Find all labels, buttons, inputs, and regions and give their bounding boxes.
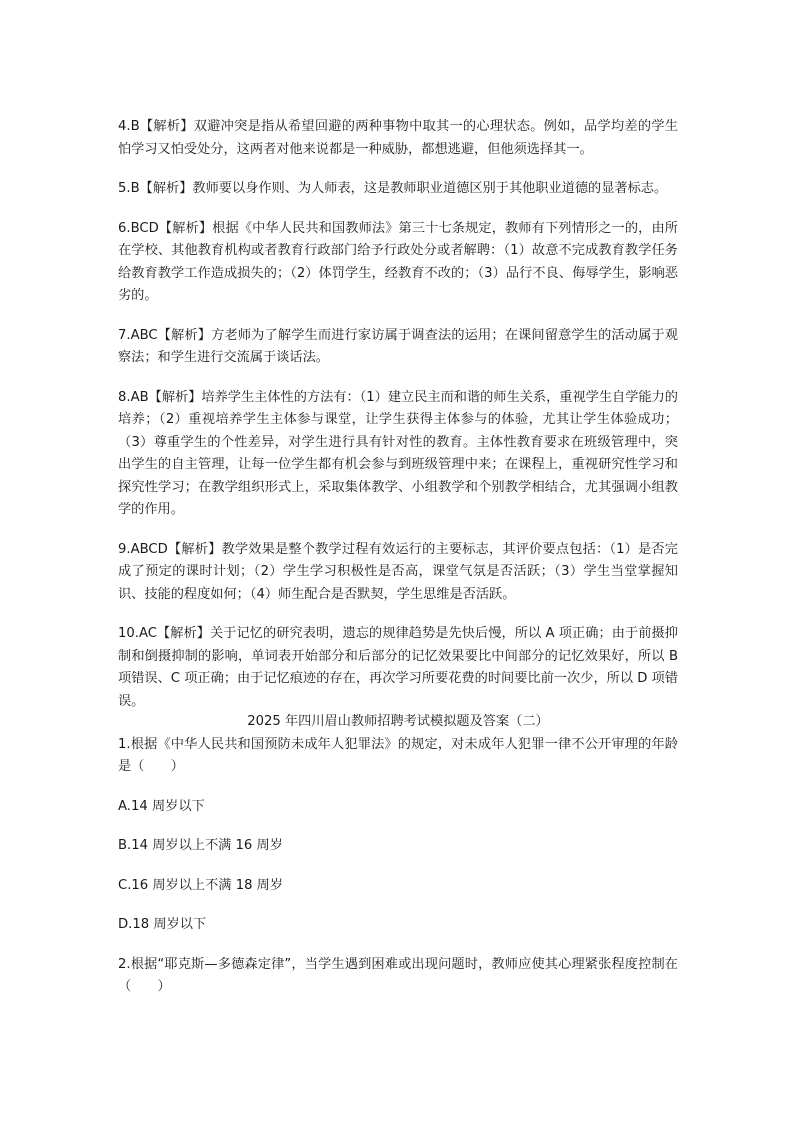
- answer-10-explanation: 10.AC【解析】关于记忆的研究表明，遗忘的规律趋势是先快后慢，所以 A 项正确；由于前摄抑制和倒摄抑制的影响，单词表开始部分和后部分的记忆效果要比中间部分的记忆效果好，所以 B 项错误、C 项正确；由于记忆痕迹的存在，再次学习所要花费的时间要比前一次少，所以 D 项错误。: [118, 626, 678, 709]
- question-1-option-a: A.14 周岁以下: [118, 798, 205, 814]
- section-title: 2025 年四川眉山教师招聘考试模拟题及答案（二）: [247, 714, 549, 729]
- question-2-stem: 2.根据“耶克斯—多德森定律”，当学生遇到困难或出现问题时，教师应使其心理紧张程度控制在（ ）: [118, 956, 678, 994]
- answer-7-explanation: 7.ABC【解析】方老师为了解学生而进行家访属于调查法的运用；在课间留意学生的活动属于观察法；和学生进行交流属于谈话法。: [118, 327, 678, 365]
- answer-5-explanation: 5.B【解析】教师要以身作则、为人师表，这是教师职业道德区别于其他职业道德的显著标志。: [118, 181, 668, 196]
- answer-6-explanation: 6.BCD【解析】根据《中华人民共和国教师法》第三十七条规定，教师有下列情形之一的，由所在学校、其他教育机构或者教育行政部门给予行政处分或者解聘：（1）故意不完成教育教学任务给教育教学工作造成损失的；（2）体罚学生，经教育不改的；（3）品行不良、侮辱学生，影响恶劣的。: [118, 220, 678, 303]
- answer-9-explanation: 9.ABCD【解析】教学效果是整个教学过程有效运行的主要标志，其评价要点包括：（1）是否完成了预定的课时计划；（2）学生学习积极性是否高，课堂气氛是否活跃；（3）学生当堂掌握知识、技能的程度如何；（4）师生配合是否默契，学生思维是否活跃。: [118, 541, 678, 602]
- answer-8-explanation: 8.AB【解析】培养学生主体性的方法有：（1）建立民主而和谐的师生关系，重视学生自学能力的培养；（2）重视培养学生主体参与课堂，让学生获得主体参与的体验，尤其让学生体验成功；（3）尊重学生的个性差异，对学生进行具有针对性的教育。主体性教育要求在班级管理中，突出学生的自主管理，让每一位学生都有机会参与到班级管理中来；在课程上，重视研究性学习和探究性学习；在教学组织形式上，采取集体教学、小组教学和个别教学相结合，尤其强调小组教学的作用。: [118, 389, 678, 517]
- document-page: [118, 116, 678, 1016]
- question-1-stem: 1.根据《中华人民共和国预防未成年人犯罪法》的规定，对未成年人犯罪一律不公开审理的年龄是（ ）: [118, 736, 678, 774]
- question-1-option-b: B.14 周岁以上不满 16 周岁: [118, 838, 283, 853]
- answer-4-explanation: 4.B【解析】双避冲突是指从希望回避的两种事物中取其一的心理状态。例如，品学均差的学生怕学习又怕受处分，这两者对他来说都是一种威胁，都想逃避，但他须选择其一。: [118, 119, 678, 157]
- question-1-option-c: C.16 周岁以上不满 18 周岁: [118, 877, 284, 893]
- question-1-option-d: D.18 周岁以下: [118, 917, 207, 932]
